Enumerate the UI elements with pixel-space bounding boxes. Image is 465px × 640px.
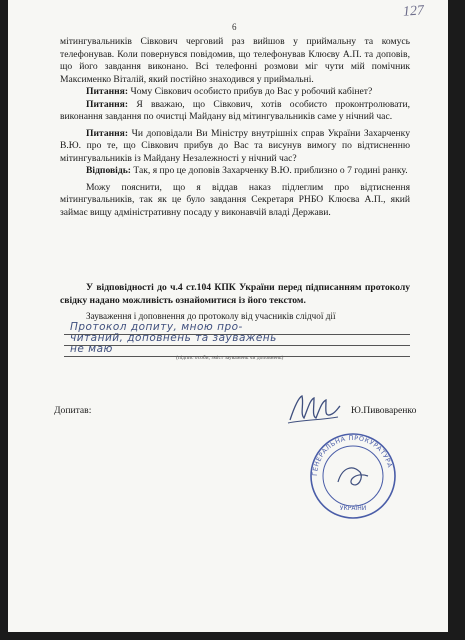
paragraph-text: Так, я про це доповів Захарченку В.Ю. приблизно о 7 годині ранку. bbox=[130, 165, 408, 176]
handwritten-remark: Протокол допиту, мною про- bbox=[70, 321, 243, 333]
protocol-body bbox=[60, 36, 410, 219]
paragraph bbox=[60, 36, 410, 86]
paragraph-lead: Питання: bbox=[86, 127, 129, 139]
paragraph bbox=[60, 99, 410, 124]
stamp-signature bbox=[338, 468, 368, 485]
page-number: 6 bbox=[232, 22, 237, 32]
handwritten-remark: не маю bbox=[70, 343, 113, 355]
paragraph-text: Чому Сівкович особисто прибув до Вас у робочий кабінет? bbox=[128, 86, 373, 97]
paragraph bbox=[60, 182, 410, 220]
paragraph bbox=[60, 165, 410, 178]
paragraph-lead: Питання: bbox=[86, 98, 129, 110]
signer-name: Ю.Пивоваренко bbox=[351, 405, 417, 416]
paragraph-text: Можу пояснити, що я віддав наказ підлеглим про відтиснення мітингувальників, так як це було завдання Секретаря РНБО Клюєва А.П., який займає вищу адміністративну посаду у виконавчій владі Держави. bbox=[60, 181, 410, 218]
document-page bbox=[8, 0, 448, 632]
official-stamp bbox=[308, 430, 398, 522]
notice-paragraph: У відповідності до ч.4 ст.104 КПК України перед підписанням протоколу свідку надано можливість ознайомитися із його текстом. bbox=[60, 282, 410, 306]
paragraph bbox=[60, 128, 410, 166]
paragraph-text: Я вважаю, що Сівкович, хотів особисто проконтролювати, виконання завдання по очистці Майдану від мітингувальників саме у нічний час. bbox=[60, 98, 410, 122]
handwritten-page-number: 127 bbox=[402, 3, 425, 20]
remarks-line bbox=[64, 345, 410, 346]
paragraph bbox=[60, 86, 410, 99]
stamp-text: ГЕНЕРАЛЬНА ПРОКУРАТУРА bbox=[310, 433, 395, 477]
paragraph-text: мітингувальників Сівкович черговий раз вийшов у приймальну та комусь телефонував. Коли повернувся повідомив, що телефонував Клюєву А.П. та доповів, що його завдання виконано. Всі телефонні розмови міг чути мій помічник Максименко Віталій, який постійно знаходився у приймальні. bbox=[60, 36, 410, 85]
handwritten-remark: читаний, доповнень та зауважень bbox=[70, 332, 277, 344]
remarks-label: Зауваження і доповнення до протоколу від учасників слідчої дії bbox=[86, 311, 336, 321]
paragraph-lead: Відповідь: bbox=[86, 165, 131, 176]
paragraph-text: Чи доповідали Ви Міністру внутрішніх справ України Захарченку В.Ю. про те, що Сівкович прибув до Вас та висунув вимогу по відтисненню мітингувальників із Майдану Незалежності у нічний час? bbox=[60, 127, 410, 164]
stamp-text: УКРАЇНИ bbox=[339, 505, 367, 512]
remarks-caption: (підпис особи, зміст зауважень чи доповнень) bbox=[176, 355, 284, 361]
paragraph-lead: Питання: bbox=[86, 86, 129, 97]
signature-label: Допитав: bbox=[54, 405, 92, 416]
handwritten-signature bbox=[286, 390, 341, 430]
